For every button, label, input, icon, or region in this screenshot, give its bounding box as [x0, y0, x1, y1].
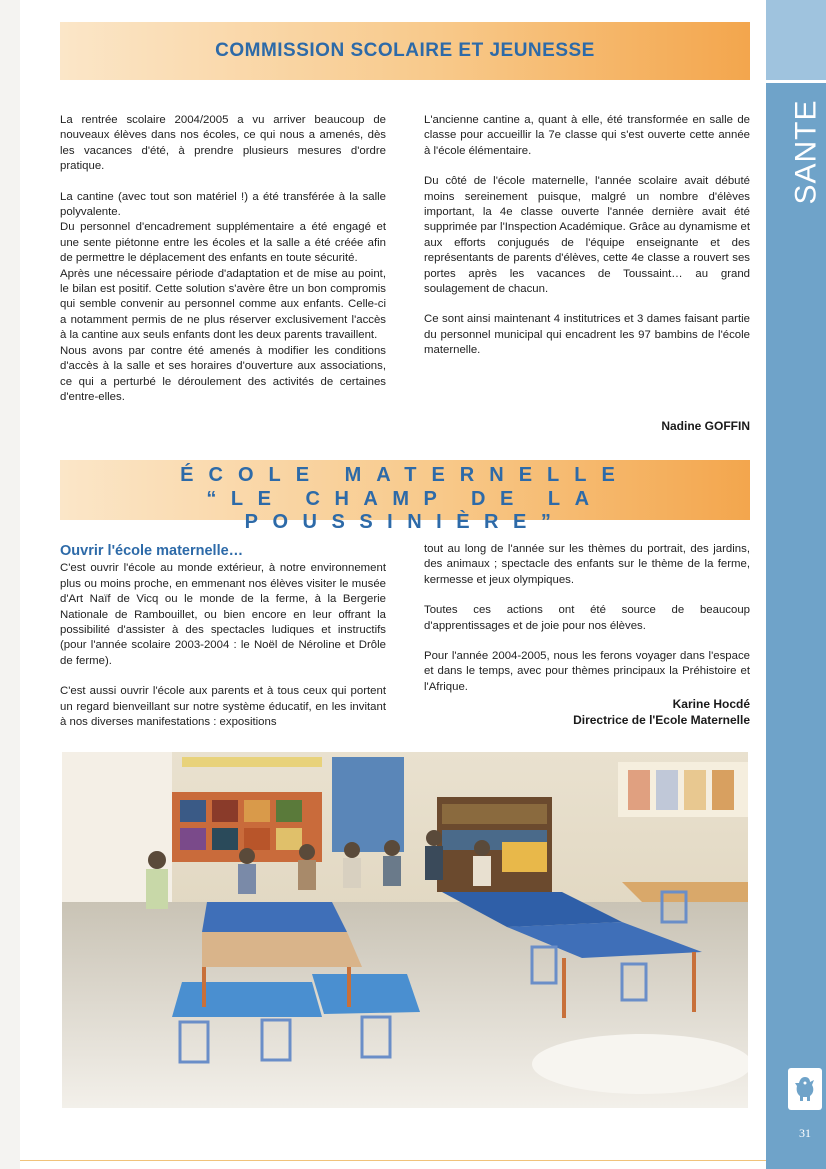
commission-banner [60, 22, 750, 80]
signature-title: Directrice de l'Ecole Maternelle [573, 713, 750, 727]
article-paragraph: La rentrée scolaire 2004/2005 a vu arriver beaucoup de nouveaux élèves dans nos écoles, ce qui nous a amenés, dès les vacances d'été, à prendre plusieurs mesures d'ordre pratique. [60, 114, 386, 173]
page-number: 31 [799, 1126, 811, 1140]
article-paragraph: Ce sont ainsi maintenant 4 institutrices et 3 dames faisant partie du personnel municipal qui encadrent les 97 bambins de l'école maternelle. [424, 313, 750, 357]
side-tab-top-block [766, 0, 826, 80]
page-edge [0, 0, 20, 1169]
commission-title: COMMISSION SCOLAIRE ET JEUNESSE [215, 40, 595, 61]
article-paragraph: Nous avons par contre été amenés à modifier les conditions d'accès à la salle et ses horaires d'ouverture aux associations, ce qui a perturbé le déroulement des activités de certaines d'entre-elles. [60, 344, 386, 403]
article-paragraph: Pour l'année 2004-2005, nous les ferons voyager dans l'espace et dans le temps, avec pour thèmes principaux la Préhistoire et l'Afrique. [424, 650, 750, 693]
ecole-signature [424, 696, 750, 728]
rooster-logo-icon [788, 1068, 822, 1110]
article-paragraph: C'est ouvrir l'école au monde extérieur, à notre environnement plus ou moins proche, en emmenant nos élèves visiter le musée d'Art Naïf de Vicq ou le monde de la ferme, à la Bergerie Nationale de Rambouillet, ou bien encore en leur offrant la possibilité d'assister à des spectacles ludiques et instructifs (pour l'année scolaire 2003-2004 : le Noël de Néroline et Drôle de ferme). [60, 562, 386, 667]
commission-left-column [60, 113, 386, 405]
ecole-title-line1: ÉCOLE MATERNELLE [180, 464, 630, 486]
side-tab-label [787, 82, 826, 222]
signature-name: Karine Hocdé [672, 697, 750, 711]
commission-right-column [424, 113, 750, 374]
ecole-right-column [424, 542, 750, 695]
article-paragraph: C'est aussi ouvrir l'école aux parents et à tous ceux qui portent un regard bienveillant sur notre système éducatif, en les invitant à nos diverses manifestations : expositions [60, 685, 386, 729]
ecole-left-column [60, 544, 386, 745]
ecole-title-line2: “LE CHAMP DE LA POUSSINIÈRE” [206, 488, 604, 533]
bottom-rule [20, 1160, 766, 1161]
article-paragraph: La cantine (avec tout son matériel !) a été transférée à la salle polyvalente. [60, 190, 386, 219]
side-tab-label-text: SANTE [790, 99, 823, 205]
article-paragraph: Du personnel d'encadrement supplémentaire a été engagé et une sente piétonne entre les écoles et la salle a été créée afin de permettre le déplacement des enfants en toute sécurité. [60, 221, 386, 265]
ecole-maternelle-banner [60, 460, 750, 533]
article-paragraph: Du côté de l'école maternelle, l'année scolaire avait débuté moins sereinement puisque, malgré un nombre d'élèves important, la 4e classe ouverte l'année dernière avait été supprimée par l'Inspection Académique. Grâce au dynamisme et aux efforts conjugués de l'équipe enseignante et des représentants de parents d'élèves, cette 4e classe a rouvert ses portes après les vacances de Toussaint… au grand soulagement de chacun. [424, 175, 750, 296]
classroom-photo [62, 752, 748, 1108]
article-paragraph: L'ancienne cantine a, quant à elle, été transformée en salle de classe pour accueillir la 7e classe qui s'est ouverte cette année à l'école élémentaire. [424, 114, 750, 157]
ecole-subheading: Ouvrir l'école maternelle… [60, 543, 244, 559]
article-paragraph: Après une nécessaire période d'adaptation et de mise au point, le bilan est positif. Cette solution s'avère être un bon compromis qui semble convenir au personnel comme aux enfants. Celle-ci a notamment permis de ne plus réserver exclusivement l'accès à la cantine aux seuls enfants dont les deux parents travaillent. [60, 267, 386, 342]
author-signature: Nadine GOFFIN [661, 419, 750, 433]
article-paragraph: tout au long de l'année sur les thèmes du portrait, des jardins, des animaux ; spectacle des enfants sur le thème de la ferme, kermesse et jeux olympiques. [424, 543, 750, 586]
article-paragraph: Toutes ces actions ont été source de beaucoup d'apprentissages et de joie pour nos élèves. [424, 604, 750, 632]
